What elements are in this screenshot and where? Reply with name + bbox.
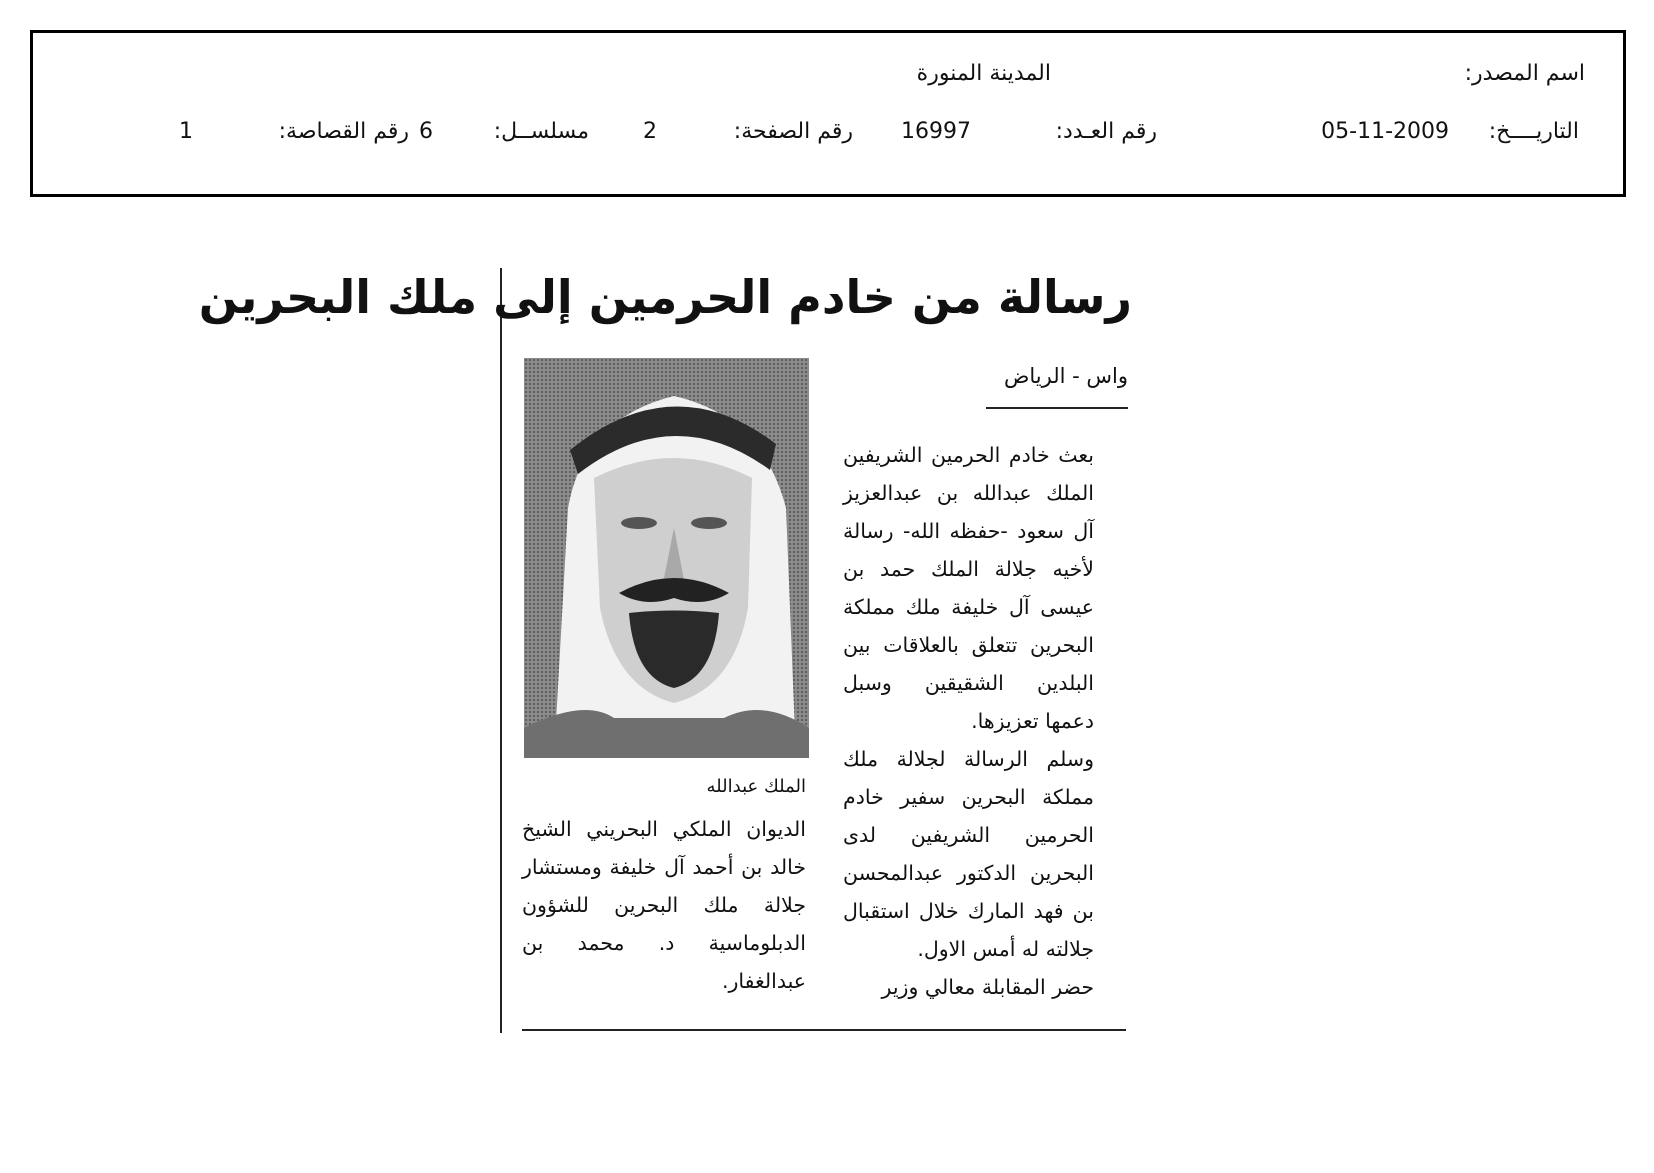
clipping-metadata-box: [30, 30, 1626, 197]
portrait-photo: [524, 358, 809, 758]
article-paragraph: وسلم الرسالة لجلالة ملك مملكة البحرين سفير خادم الحرمين الشريفين لدى البحرين الدكتور عبدالمحسن بن فهد المارك خلال استقبال جلالته له أمس الاول.: [843, 747, 1094, 961]
clip-number-label: رقم القصاصة:: [278, 119, 409, 144]
article-dateline: واس - الرياض: [1004, 364, 1128, 388]
portrait-photo-icon: [524, 358, 809, 758]
article-continuation: الديوان الملكي البحريني الشيخ خالد بن أحمد آل خليفة ومستشار جلالة ملك البحرين للشؤون الدبلوماسية د. محمد بن عبدالغفار.: [522, 817, 806, 993]
article-column-right: [843, 436, 1128, 1006]
article-paragraph: حضر المقابلة معالي وزير: [881, 975, 1094, 999]
article-headline: رسالة من خادم الحرمين إلى ملك البحرين: [198, 270, 1132, 324]
serial-value: 6: [419, 119, 433, 144]
article-column-left: [522, 810, 806, 1000]
source-label: اسم المصدر:: [1464, 61, 1585, 86]
clip-number-value: 1: [179, 119, 193, 144]
dateline-underline: [986, 407, 1128, 409]
page-value: 2: [643, 119, 657, 144]
clipping-left-rule: [500, 268, 502, 1033]
issue-value: 16997: [901, 119, 971, 144]
article-paragraph: بعث خادم الحرمين الشريفين الملك عبدالله بن عبدالعزيز آل سعود -حفظه الله- رسالة لأخيه جلالة الملك حمد بن عيسى آل خليفة ملك مملكة البحرين تتعلق بالعلاقات بين البلدين الشقيقين وسبل دعمها تعزيزها.: [843, 443, 1094, 733]
date-label: التاريــــخ:: [1488, 119, 1579, 144]
serial-label: مسلســل:: [493, 119, 589, 144]
photo-caption: الملك عبدالله: [706, 776, 806, 797]
page-label: رقم الصفحة:: [733, 119, 853, 144]
clipping-bottom-rule: [522, 1029, 1126, 1031]
issue-label: رقم العـدد:: [1055, 119, 1157, 144]
source-value: المدينة المنورة: [916, 61, 1051, 86]
date-value: 05-11-2009: [1321, 119, 1449, 144]
